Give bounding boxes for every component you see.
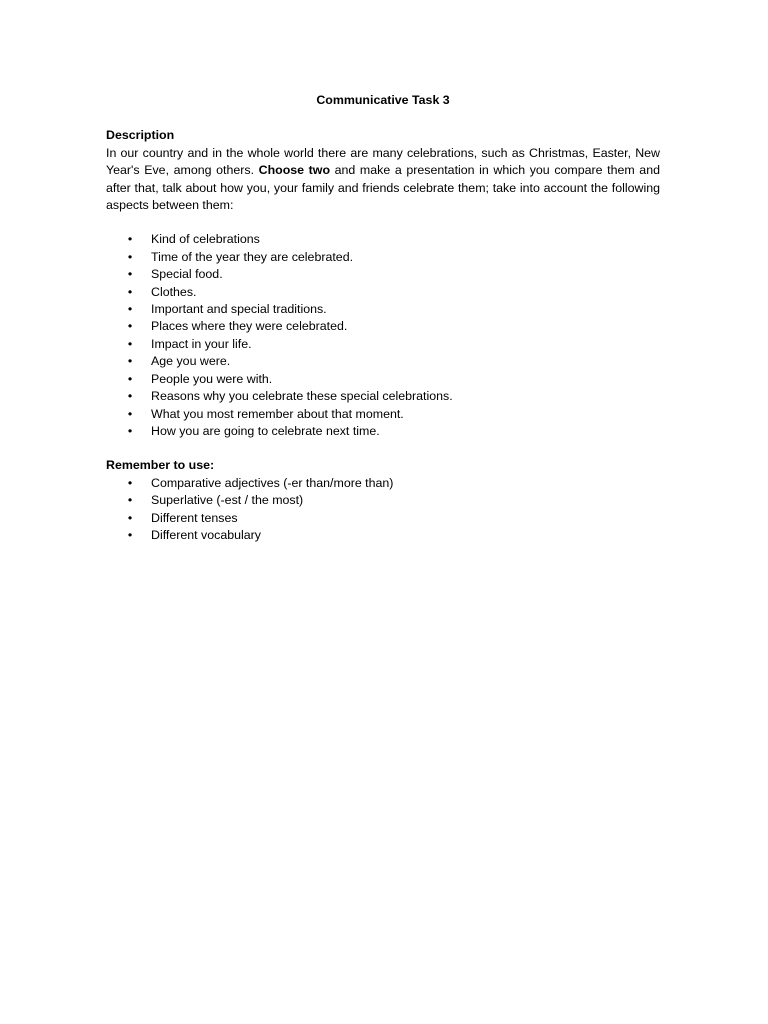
bullet-icon: •	[127, 493, 133, 508]
list-item	[106, 510, 660, 527]
bullet-icon: •	[127, 232, 133, 247]
list-item	[106, 423, 660, 440]
list-item	[106, 527, 660, 544]
bullet-icon: •	[127, 406, 133, 421]
list-item	[106, 318, 660, 335]
list-item-text: Clothes.	[151, 284, 197, 299]
list-item	[106, 301, 660, 318]
list-item-text: Time of the year they are celebrated.	[151, 249, 354, 264]
list-item-text: Special food.	[151, 267, 223, 282]
list-item	[106, 336, 660, 353]
bullet-icon: •	[127, 371, 133, 386]
list-item-text: Different vocabulary	[151, 527, 261, 542]
list-item-text: Impact in your life.	[151, 336, 252, 351]
description-text-1: In our country and in the whole world there are many celebrations, such as Christmas, Easter, New Year's Eve, among others.	[106, 145, 660, 178]
list-item	[106, 284, 660, 301]
bullet-icon: •	[127, 267, 133, 282]
list-item	[106, 231, 660, 248]
list-item	[106, 475, 660, 492]
remember-list	[106, 475, 660, 545]
list-item-text: Important and special traditions.	[151, 302, 327, 317]
list-item-text: Different tenses	[151, 510, 238, 525]
bullet-icon: •	[127, 302, 133, 317]
description-text-2: and make a presentation in which you compare them and after that, talk about how you, your family and friends celebrate them; take into account the following aspects between them:	[106, 163, 660, 213]
list-item-text: Age you were.	[151, 354, 231, 369]
remember-heading: Remember to use:	[106, 458, 215, 473]
list-item	[106, 388, 660, 405]
list-item-text: Reasons why you celebrate these special celebrations.	[151, 389, 453, 404]
bullet-icon: •	[127, 527, 133, 542]
list-item-text: Places where they were celebrated.	[151, 319, 348, 334]
list-item-text: Comparative adjectives (-er than/more than)	[151, 475, 394, 490]
description-heading: Description	[106, 128, 175, 143]
bullet-icon: •	[127, 354, 133, 369]
list-item-text: How you are going to celebrate next time.	[151, 423, 380, 438]
document-title: Communicative Task 3	[316, 93, 450, 107]
bullet-icon: •	[127, 336, 133, 351]
bullet-icon: •	[127, 319, 133, 334]
bullet-icon: •	[127, 249, 133, 264]
bullet-icon: •	[127, 475, 133, 490]
list-item	[106, 353, 660, 370]
bullet-icon: •	[127, 284, 133, 299]
bullet-icon: •	[127, 510, 133, 525]
bullet-icon: •	[127, 423, 133, 438]
list-item	[106, 266, 660, 283]
list-item	[106, 371, 660, 388]
list-item-text: People you were with.	[151, 371, 273, 386]
list-item	[106, 406, 660, 423]
list-item	[106, 492, 660, 509]
list-item	[106, 249, 660, 266]
bullet-icon: •	[127, 389, 133, 404]
list-item-text: Superlative (-est / the most)	[151, 493, 304, 508]
list-item-text: What you most remember about that moment.	[151, 406, 404, 421]
list-item-text: Kind of celebrations	[151, 232, 260, 247]
description-bold-text: Choose two	[258, 163, 331, 178]
aspects-list	[106, 231, 660, 440]
document-page	[106, 92, 660, 544]
description-paragraph	[106, 145, 660, 215]
